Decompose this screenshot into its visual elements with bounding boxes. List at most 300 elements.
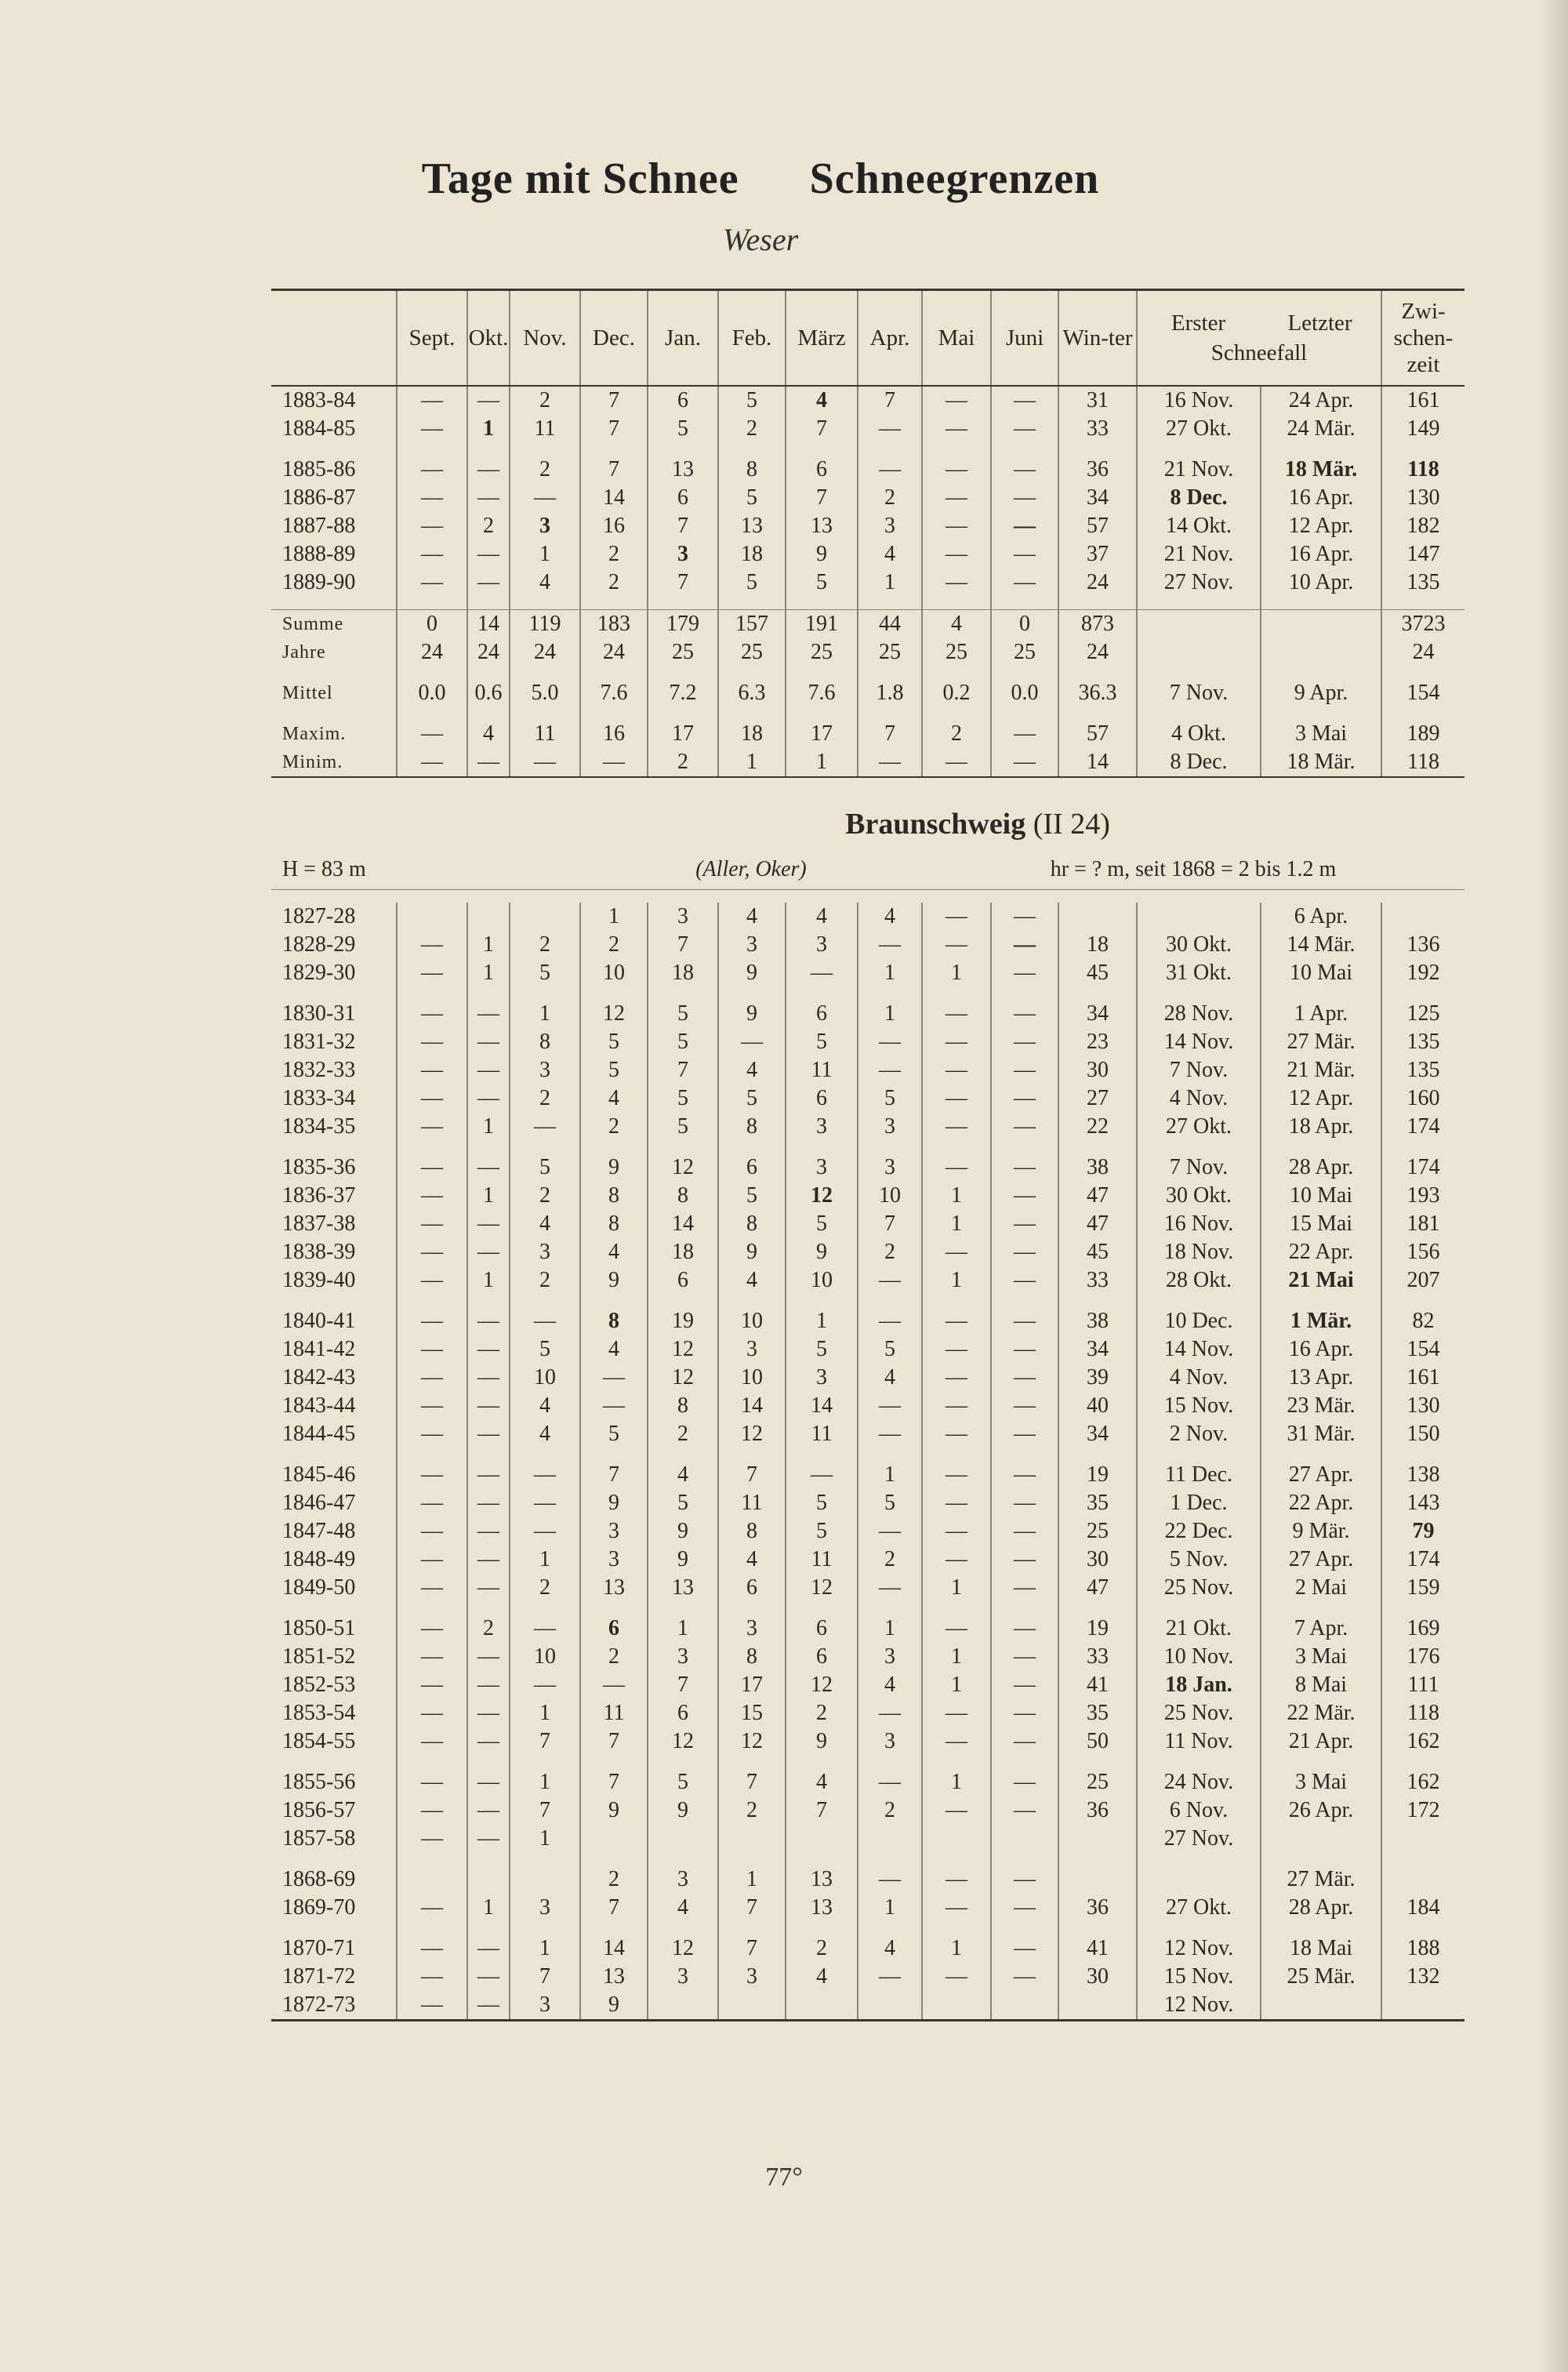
table-cell: 161 — [1381, 1364, 1465, 1392]
table-cell: 6 — [786, 1615, 858, 1643]
table-cell: 136 — [1381, 931, 1465, 959]
table-cell: — — [397, 1113, 467, 1141]
table-cell: — — [397, 1671, 467, 1699]
table-cell: — — [467, 1056, 510, 1084]
table-cell: 191 — [786, 610, 858, 639]
table-cell: 18 Mär. — [1261, 748, 1381, 777]
table-cell: — — [786, 1461, 858, 1489]
table-cell: 9 — [786, 540, 858, 568]
table-cell: 25 Nov. — [1137, 1699, 1261, 1727]
table-row — [271, 1182, 1465, 1210]
header-empty — [271, 290, 397, 387]
table-cell: 7 — [580, 1894, 648, 1922]
table-cell: 27 Nov. — [1137, 568, 1261, 597]
table-cell: 6 — [648, 1699, 718, 1727]
table-cell: 8 Dec. — [1137, 484, 1261, 512]
table-cell: — — [858, 415, 922, 443]
table-cell: — — [397, 1615, 467, 1643]
table-cell: — — [922, 1056, 991, 1084]
table-cell: 4 — [580, 1335, 648, 1364]
table-cell: 3 — [510, 512, 580, 540]
row-label: 1836-37 — [282, 1183, 356, 1208]
table-cell: — — [786, 959, 858, 987]
table-cell: 44 — [858, 610, 922, 639]
row-label: 1850-51 — [282, 1616, 356, 1640]
table-cell: 3 — [786, 931, 858, 959]
table-cell: 3723 — [1381, 610, 1465, 639]
table-cell: 1 — [858, 959, 922, 987]
table-row — [271, 931, 1465, 959]
table-cell: — — [991, 1894, 1058, 1922]
table-cell — [718, 1825, 786, 1853]
table-cell — [1137, 1865, 1261, 1894]
table-cell: 25 — [991, 638, 1058, 667]
table-cell: 11 — [786, 1546, 858, 1574]
table-cell: 4 — [718, 1546, 786, 1574]
table-cell: — — [922, 386, 991, 415]
table-cell: 147 — [1381, 540, 1465, 568]
table-row — [271, 1210, 1465, 1238]
table-cell — [1261, 610, 1381, 639]
table-cell: 6 — [786, 456, 858, 484]
table-cell: 2 — [580, 931, 648, 959]
row-label: 1834-35 — [282, 1114, 356, 1139]
table-cell: 30 — [1058, 1963, 1137, 1991]
table-cell — [1381, 1865, 1465, 1894]
table-cell: 45 — [1058, 959, 1137, 987]
table-cell: 21 Okt. — [1137, 1615, 1261, 1643]
table-cell: — — [991, 1084, 1058, 1113]
table-cell: 135 — [1381, 1028, 1465, 1056]
table-cell: 3 — [648, 1865, 718, 1894]
table-cell: 5 — [786, 1489, 858, 1517]
table-cell: 34 — [1058, 484, 1137, 512]
table-cell: 22 Apr. — [1261, 1489, 1381, 1517]
table-cell: — — [858, 1392, 922, 1420]
table-cell: — — [467, 1084, 510, 1113]
table-cell: 1 — [922, 959, 991, 987]
row-label: Minim. — [271, 748, 397, 777]
table-cell: 135 — [1381, 568, 1465, 597]
table-row — [271, 610, 1465, 639]
table-cell: 1 — [922, 1643, 991, 1671]
table-cell: 24 — [580, 638, 648, 667]
table-cell: 11 Nov. — [1137, 1727, 1261, 1756]
table-cell: — — [467, 1991, 510, 2021]
table-cell — [648, 1991, 718, 2021]
table-cell: 1 — [858, 1000, 922, 1028]
table-cell: — — [991, 720, 1058, 748]
table-cell: — — [922, 484, 991, 512]
table-cell: 1 — [858, 1461, 922, 1489]
table-cell: 4 — [858, 540, 922, 568]
table-cell: 118 — [1381, 456, 1465, 484]
table-row — [271, 1335, 1465, 1364]
table-cell: 8 Dec. — [1137, 748, 1261, 777]
row-label: 1854-55 — [282, 1729, 356, 1753]
table-cell: 7 Apr. — [1261, 1615, 1381, 1643]
table-cell: 4 — [580, 1084, 648, 1113]
table-row — [271, 1796, 1465, 1825]
table-cell: 4 — [510, 568, 580, 597]
table-cell: — — [467, 1000, 510, 1028]
table-cell: 2 — [510, 456, 580, 484]
weser-summary — [271, 597, 1465, 777]
table-cell: 17 — [648, 720, 718, 748]
station-rivers: (Aller, Oker) — [580, 850, 922, 890]
table-cell: 7 — [580, 1727, 648, 1756]
row-label: 1828-29 — [282, 932, 356, 957]
table-cell: — — [397, 1727, 467, 1756]
table-cell: 154 — [1381, 1335, 1465, 1364]
table-cell: 2 — [467, 1615, 510, 1643]
weser-data — [271, 386, 1465, 597]
table-cell: — — [922, 1517, 991, 1546]
table-cell: 36.3 — [1058, 679, 1137, 707]
table-cell: 0.0 — [991, 679, 1058, 707]
table-cell: — — [922, 1865, 991, 1894]
table-cell: — — [467, 1825, 510, 1853]
table-cell: — — [922, 931, 991, 959]
station-title — [271, 798, 1465, 850]
table-cell: 21 Apr. — [1261, 1727, 1381, 1756]
table-cell: — — [467, 1796, 510, 1825]
table-cell: 12 — [648, 1727, 718, 1756]
table-cell: 18 — [648, 1238, 718, 1266]
table-cell: 4 Nov. — [1137, 1364, 1261, 1392]
table-cell: 12 — [648, 1364, 718, 1392]
table-cell: 27 Okt. — [1137, 1894, 1261, 1922]
table-cell: — — [991, 540, 1058, 568]
table-cell — [510, 1865, 580, 1894]
table-cell: — — [922, 1546, 991, 1574]
table-cell: 1 — [510, 1934, 580, 1963]
table-cell: — — [858, 1307, 922, 1335]
table-cell: 1 — [922, 1182, 991, 1210]
table-cell: 2 — [510, 1084, 580, 1113]
table-cell: 4 — [718, 903, 786, 931]
table-cell — [858, 1991, 922, 2021]
page-heading — [0, 154, 1521, 204]
table-cell: — — [858, 1266, 922, 1295]
table-cell: — — [510, 484, 580, 512]
table-row — [271, 1000, 1465, 1028]
col-header-month: Jan. — [648, 290, 718, 387]
table-cell: — — [991, 484, 1058, 512]
table-cell: 1 — [510, 1000, 580, 1028]
table-cell: 4 — [858, 1671, 922, 1699]
table-cell: — — [397, 1934, 467, 1963]
table-cell: — — [397, 1461, 467, 1489]
table-cell: 27 Okt. — [1137, 415, 1261, 443]
table-cell: 8 — [648, 1182, 718, 1210]
table-cell: — — [510, 1615, 580, 1643]
row-label: 1827-28 — [282, 904, 356, 928]
page-edge-shadow — [1541, 0, 1568, 2372]
table-cell: — — [580, 748, 648, 777]
table-cell: — — [467, 1963, 510, 1991]
table-row — [271, 1266, 1465, 1295]
row-label: 1887-88 — [282, 514, 356, 538]
table-cell: 7 — [786, 415, 858, 443]
table-cell: 156 — [1381, 1238, 1465, 1266]
table-cell: — — [397, 1768, 467, 1796]
table-cell: 7 — [580, 415, 648, 443]
table-cell: 24 — [1058, 638, 1137, 667]
table-cell: 873 — [1058, 610, 1137, 639]
table-cell: — — [397, 1153, 467, 1182]
table-cell: — — [922, 1489, 991, 1517]
table-cell: 7 — [648, 512, 718, 540]
table-cell: 2 — [580, 568, 648, 597]
row-label: Mittel — [282, 683, 333, 703]
col-header-month: Nov. — [510, 290, 580, 387]
table-cell: 14 Okt. — [1137, 512, 1261, 540]
table-cell — [858, 1825, 922, 1853]
table-cell: 3 — [718, 931, 786, 959]
row-label: 1849-50 — [282, 1575, 356, 1600]
table-cell: 4 — [858, 1934, 922, 1963]
table-cell: — — [397, 1210, 467, 1238]
table-cell: 3 — [580, 1546, 648, 1574]
table-cell: — — [991, 1671, 1058, 1699]
braunschweig-data — [271, 903, 1465, 2021]
table-cell: 14 — [648, 1210, 718, 1238]
table-cell: 4 — [858, 903, 922, 931]
table-cell: 179 — [648, 610, 718, 639]
table-cell: 143 — [1381, 1489, 1465, 1517]
table-cell: 7 — [786, 484, 858, 512]
table-row — [271, 456, 1465, 484]
table-cell: — — [467, 1517, 510, 1546]
col-header-month: Juni — [991, 290, 1058, 387]
row-label: 1883-84 — [282, 388, 356, 412]
table-cell: — — [397, 1574, 467, 1602]
table-cell: 6 — [786, 1084, 858, 1113]
table-cell: 8 — [648, 1392, 718, 1420]
table-cell: 12 — [648, 1153, 718, 1182]
station-hr: hr = ? m, seit 1868 = 2 bis 1.2 m — [922, 850, 1465, 890]
table-cell: — — [922, 1461, 991, 1489]
table-cell: 132 — [1381, 1963, 1465, 1991]
table-cell: — — [858, 748, 922, 777]
table-cell: 1 — [510, 1699, 580, 1727]
table-cell: 3 — [858, 1643, 922, 1671]
table-cell: 38 — [1058, 1307, 1137, 1335]
table-cell: — — [467, 386, 510, 415]
table-cell: 149 — [1381, 415, 1465, 443]
table-cell — [1261, 638, 1381, 667]
table-cell: 6.3 — [718, 679, 786, 707]
table-cell: 9 — [580, 1991, 648, 2021]
table-cell: 14 — [786, 1392, 858, 1420]
table-cell — [991, 1825, 1058, 1853]
table-cell: 3 — [510, 1238, 580, 1266]
table-cell: 4 — [580, 1238, 648, 1266]
table-cell: 1 — [467, 415, 510, 443]
table-cell: 1 — [510, 1546, 580, 1574]
table-cell: 8 — [718, 1517, 786, 1546]
table-cell: 14 — [1058, 748, 1137, 777]
table-cell: — — [397, 1238, 467, 1266]
row-label: 1884-85 — [282, 416, 356, 441]
table-cell: — — [467, 1210, 510, 1238]
table-cell: 13 — [718, 512, 786, 540]
table-cell: — — [858, 456, 922, 484]
table-cell: 33 — [1058, 1643, 1137, 1671]
table-cell — [1058, 1865, 1137, 1894]
table-cell: 8 Mai — [1261, 1671, 1381, 1699]
table-cell: 34 — [1058, 1420, 1137, 1448]
table-cell: — — [922, 1028, 991, 1056]
table-cell — [1261, 1825, 1381, 1853]
table-cell: — — [991, 959, 1058, 987]
table-cell: 182 — [1381, 512, 1465, 540]
table-cell: 17 — [786, 720, 858, 748]
table-cell: 12 Nov. — [1137, 1991, 1261, 2021]
table-cell: 12 Apr. — [1261, 1084, 1381, 1113]
table-cell: 21 Mai — [1261, 1266, 1381, 1295]
table-cell: — — [991, 748, 1058, 777]
table-row — [271, 1825, 1465, 1853]
row-label: 1841-42 — [282, 1337, 356, 1361]
table-cell: — — [397, 1182, 467, 1210]
table-cell: — — [397, 1825, 467, 1853]
table-cell: 2 — [858, 1796, 922, 1825]
table-cell: 47 — [1058, 1182, 1137, 1210]
table-cell: — — [467, 1420, 510, 1448]
table-cell: 1 — [922, 1266, 991, 1295]
snow-table — [271, 289, 1465, 2021]
table-row — [271, 1963, 1465, 1991]
table-cell: 24 Apr. — [1261, 386, 1381, 415]
table-cell: 1 — [510, 540, 580, 568]
table-cell: 13 — [648, 456, 718, 484]
table-cell: 16 Nov. — [1137, 386, 1261, 415]
table-cell: 1 — [467, 1266, 510, 1295]
table-cell: 30 Okt. — [1137, 931, 1261, 959]
row-label: 1847-48 — [282, 1519, 356, 1543]
table-cell: 14 Nov. — [1137, 1335, 1261, 1364]
table-cell: 4 — [786, 1768, 858, 1796]
table-cell: 22 — [1058, 1113, 1137, 1141]
table-cell: — — [922, 1000, 991, 1028]
table-cell: 5 — [718, 1084, 786, 1113]
table-row — [271, 1056, 1465, 1084]
table-cell: — — [922, 748, 991, 777]
table-cell: 6 — [718, 1574, 786, 1602]
table-cell: 5 — [580, 1420, 648, 1448]
table-cell: 57 — [1058, 512, 1137, 540]
row-label: 1871-72 — [282, 1964, 356, 1989]
table-cell — [786, 1825, 858, 1853]
table-cell: 45 — [1058, 1238, 1137, 1266]
table-row — [271, 1517, 1465, 1546]
table-cell: 27 Okt. — [1137, 1113, 1261, 1141]
table-cell: — — [467, 1392, 510, 1420]
table-row — [271, 959, 1465, 987]
table-cell: — — [922, 415, 991, 443]
table-cell: 57 — [1058, 720, 1137, 748]
table-row — [271, 1894, 1465, 1922]
table-cell: 15 Mai — [1261, 1210, 1381, 1238]
row-label: 1838-39 — [282, 1240, 356, 1264]
table-cell: 7 — [648, 931, 718, 959]
table-cell: 11 — [786, 1420, 858, 1448]
table-cell: — — [991, 1461, 1058, 1489]
table-row — [271, 1028, 1465, 1056]
row-label: 1889-90 — [282, 570, 356, 594]
table-cell: 3 Mai — [1261, 1768, 1381, 1796]
table-cell: 24 Nov. — [1137, 1768, 1261, 1796]
row-label: 1872-73 — [271, 1991, 397, 2021]
table-cell: 7 — [718, 1461, 786, 1489]
table-cell: 18 — [1058, 931, 1137, 959]
table-cell: — — [991, 1153, 1058, 1182]
table-cell: — — [397, 1963, 467, 1991]
table-cell: — — [397, 1643, 467, 1671]
table-cell: 1 — [858, 1615, 922, 1643]
table-cell: 3 Mai — [1261, 720, 1381, 748]
table-cell: 118 — [1381, 1699, 1465, 1727]
table-cell: 22 Mär. — [1261, 1699, 1381, 1727]
table-cell: 2 — [580, 1113, 648, 1141]
table-cell: 174 — [1381, 1546, 1465, 1574]
table-cell: 5 — [580, 1028, 648, 1056]
table-cell: 13 — [786, 1865, 858, 1894]
table-cell: — — [397, 1028, 467, 1056]
table-cell: 27 Mär. — [1261, 1028, 1381, 1056]
row-label: 1886-87 — [282, 485, 356, 510]
table-cell: 5 — [786, 1210, 858, 1238]
table-cell: 4 — [922, 610, 991, 639]
table-cell: 4 — [786, 1963, 858, 1991]
table-cell: 10 — [510, 1364, 580, 1392]
table-cell: 6 — [580, 1615, 648, 1643]
row-label: 1845-46 — [282, 1462, 356, 1487]
table-cell: 36 — [1058, 1796, 1137, 1825]
table-cell: 1 — [467, 959, 510, 987]
col-header-month: Feb. — [718, 290, 786, 387]
table-cell: 1.8 — [858, 679, 922, 707]
table-cell: — — [922, 1113, 991, 1141]
table-cell: 6 Nov. — [1137, 1796, 1261, 1825]
table-cell: 12 Nov. — [1137, 1934, 1261, 1963]
table-cell: 1 — [858, 1894, 922, 1922]
table-cell — [467, 1865, 510, 1894]
col-header-winter: Win-ter — [1058, 290, 1137, 387]
table-cell: — — [397, 1392, 467, 1420]
table-cell: 150 — [1381, 1420, 1465, 1448]
table-cell: 9 — [580, 1153, 648, 1182]
table-cell: — — [397, 484, 467, 512]
table-row — [271, 1934, 1465, 1963]
table-cell: 5 — [858, 1084, 922, 1113]
table-cell: 1 — [922, 1934, 991, 1963]
table-cell: 1 — [510, 1825, 580, 1853]
table-cell: — — [467, 1153, 510, 1182]
table-cell: — — [397, 512, 467, 540]
table-cell: 0 — [397, 610, 467, 639]
col-header-snowfall-group — [1137, 290, 1381, 387]
table-cell: — — [922, 1615, 991, 1643]
table-row — [271, 484, 1465, 512]
table-cell: 11 — [510, 720, 580, 748]
river-name: Weser — [722, 222, 799, 257]
table-cell: 9 Apr. — [1261, 679, 1381, 707]
table-cell: 5 — [648, 1028, 718, 1056]
table-cell — [397, 1865, 467, 1894]
